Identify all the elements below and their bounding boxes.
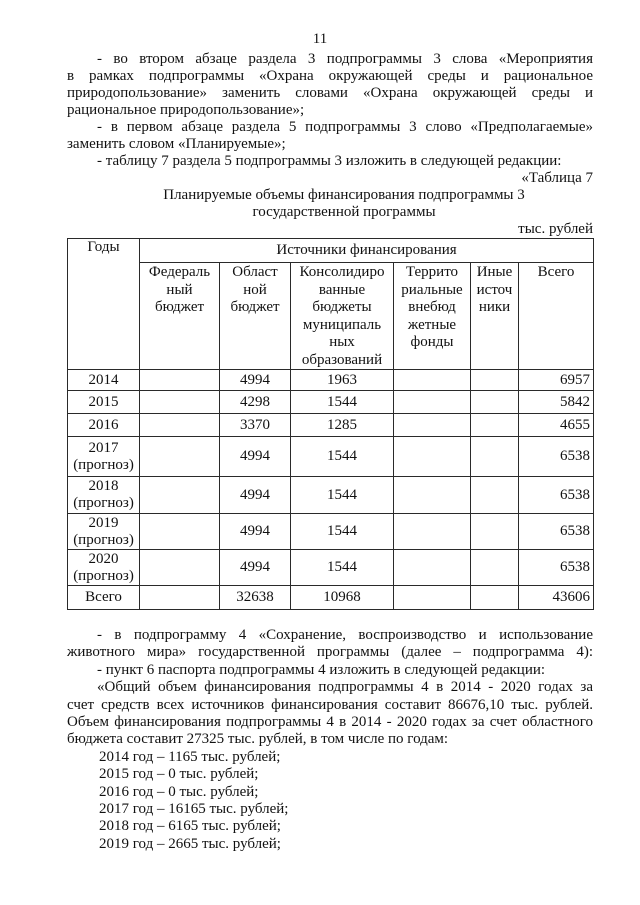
year-label: 2020 [88, 550, 119, 567]
year-cell [68, 514, 140, 550]
paragraph [67, 679, 593, 749]
header-line: муниципаль [302, 316, 382, 333]
header-municipal-budgets [291, 263, 394, 370]
total-label: Всего [85, 589, 122, 605]
table-title-line: Планируемые объемы финансирования подпрограммы 3 [163, 187, 525, 203]
header-line: бюджет [154, 299, 205, 315]
regional-cell: 4994 [220, 437, 291, 477]
header-line: ной [243, 281, 267, 298]
table-row [68, 370, 594, 391]
header-line: бюджеты [312, 299, 372, 315]
territorial-cell [394, 437, 471, 477]
list-item: 2016 год – 0 тыс. рублей; [99, 783, 259, 800]
table-unit: тыс. рублей [518, 221, 593, 237]
territorial-cell [394, 370, 471, 391]
header-territorial-funds [394, 263, 471, 370]
other-cell [471, 477, 519, 514]
text-line: животного мира» государственной программы (далее – подпрограмма 4): [67, 644, 593, 661]
year-cell [68, 437, 140, 477]
year-label: 2014 [88, 371, 119, 388]
header-line: бюджет [230, 299, 280, 315]
header-years: Годы [68, 239, 140, 370]
text-line: бюджета составит 27325 тыс. рублей, в том числе по годам: [67, 731, 449, 748]
text-line: Объем финансирования подпрограммы 4 в 2014 - 2020 годах за счет областного [67, 713, 593, 730]
federal-cell [140, 437, 220, 477]
regional-cell: 4994 [220, 514, 291, 550]
year-cell [68, 370, 140, 391]
header-other-sources [471, 263, 519, 370]
other-cell [471, 437, 519, 477]
header-line: Иные [476, 264, 513, 280]
text-line: - таблицу 7 раздела 5 подпрограммы 3 изложить в следующей редакции: [97, 153, 562, 169]
header-line: фонды [410, 334, 454, 350]
table-header-row [68, 239, 594, 263]
text-line: рациональное природопользование»; [67, 102, 305, 118]
total-cell: 6538 [519, 437, 594, 477]
year-label: 2019 [88, 514, 119, 531]
total-cell: 6957 [519, 370, 594, 391]
table-row [68, 391, 594, 414]
list-item: 2014 год – 1165 тыс. рублей; [99, 748, 281, 765]
federal-cell [140, 391, 220, 414]
header-line: Всего [537, 264, 575, 280]
municipal-cell: 1544 [291, 437, 394, 477]
text-line: счет средств всех источников финансирования составит 86676,10 тыс. рублей. [67, 696, 593, 713]
amendment-text-bottom [67, 627, 593, 853]
header-line: ный [166, 281, 193, 298]
other-cell [471, 586, 519, 610]
financing-table [67, 238, 594, 610]
total-cell: 6538 [519, 477, 594, 514]
federal-cell [140, 514, 220, 550]
text-line: - в первом абзаце раздела 5 подпрограммы 3 слово «Предполагаемые» [97, 119, 593, 135]
municipal-cell: 1285 [291, 414, 394, 437]
paragraph [67, 119, 593, 153]
header-line: Федераль [148, 264, 211, 280]
territorial-cell [394, 391, 471, 414]
other-cell [471, 391, 519, 414]
total-cell: 43606 [519, 586, 594, 610]
forecast-label: (прогноз) [73, 495, 134, 511]
municipal-cell: 1544 [291, 550, 394, 586]
header-regional-budget [220, 263, 291, 370]
other-cell [471, 550, 519, 586]
text-line: - в подпрограмму 4 «Сохранение, воспроизводство и использование [97, 627, 593, 643]
regional-cell: 4994 [220, 370, 291, 391]
year-label: 2015 [88, 393, 119, 410]
municipal-cell: 1963 [291, 370, 394, 391]
list-item: 2019 год – 2665 тыс. рублей; [99, 835, 281, 852]
other-cell [471, 514, 519, 550]
forecast-label: (прогноз) [73, 531, 134, 548]
year-cell [68, 550, 140, 586]
table-title-line: государственной программы [252, 204, 436, 220]
territorial-cell [394, 514, 471, 550]
municipal-cell: 1544 [291, 477, 394, 514]
total-cell: 4655 [519, 414, 594, 437]
table-row [68, 437, 594, 477]
amendment-text-top [67, 51, 593, 238]
text-line: заменить словом «Планируемые»; [67, 136, 286, 152]
header-line: Консолидиро [299, 264, 385, 280]
regional-cell: 4994 [220, 477, 291, 514]
territorial-cell [394, 586, 471, 610]
funding-by-year-list [67, 749, 593, 853]
header-line: жетные [407, 316, 457, 333]
year-cell [68, 477, 140, 514]
text-line: природопользование» заменить словами «Охрана окружающей среды и [67, 85, 593, 101]
other-cell [471, 370, 519, 391]
paragraph [67, 627, 593, 662]
regional-cell: 32638 [220, 586, 291, 610]
paragraph [67, 153, 593, 170]
federal-cell [140, 370, 220, 391]
list-item: 2015 год – 0 тыс. рублей; [99, 766, 259, 783]
header-line: источ [476, 281, 513, 298]
year-label: 2018 [88, 478, 119, 494]
header-line: ных [329, 334, 355, 350]
text-line: в рамках подпрограммы «Охрана окружающей среды и рациональное [67, 68, 593, 84]
text-line: - пункт 6 паспорта подпрограммы 4 изложить в следующей редакции: [97, 661, 546, 678]
header-total [519, 263, 594, 370]
forecast-label: (прогноз) [73, 456, 134, 473]
table-row [68, 477, 594, 514]
text-line: - во втором абзаце раздела 3 подпрограммы 3 слова «Мероприятия [97, 51, 593, 67]
year-label: 2016 [88, 416, 119, 433]
text-line: «Общий объем финансирования подпрограммы 4 в 2014 - 2020 годах за [97, 679, 593, 696]
header-federal-budget [140, 263, 220, 370]
header-line: образований [301, 351, 383, 368]
list-item: 2017 год – 16165 тыс. рублей; [99, 800, 289, 817]
federal-cell [140, 477, 220, 514]
total-cell: 6538 [519, 550, 594, 586]
paragraph [67, 662, 593, 679]
total-cell: 5842 [519, 391, 594, 414]
table-row [68, 514, 594, 550]
year-cell [68, 586, 140, 610]
municipal-cell: 1544 [291, 514, 394, 550]
forecast-label: (прогноз) [73, 567, 134, 584]
header-line: ванные [318, 281, 366, 298]
federal-cell [140, 550, 220, 586]
year-cell [68, 414, 140, 437]
table-row [68, 550, 594, 586]
header-line: Област [232, 264, 278, 280]
total-cell: 6538 [519, 514, 594, 550]
header-line: внебюд [408, 299, 456, 315]
year-label: 2017 [88, 439, 119, 456]
page-number: 11 [312, 31, 328, 47]
header-line: риальные [401, 281, 463, 298]
paragraph [67, 51, 593, 119]
municipal-cell: 1544 [291, 391, 394, 414]
header-line: Террито [405, 264, 459, 280]
federal-cell [140, 414, 220, 437]
table-label: «Таблица 7 [521, 170, 593, 186]
table-row [68, 414, 594, 437]
year-cell [68, 391, 140, 414]
header-line: ники [478, 299, 511, 315]
table-subheader-row [68, 263, 594, 370]
regional-cell: 3370 [220, 414, 291, 437]
territorial-cell [394, 550, 471, 586]
territorial-cell [394, 477, 471, 514]
federal-cell [140, 586, 220, 610]
regional-cell: 4298 [220, 391, 291, 414]
regional-cell: 4994 [220, 550, 291, 586]
municipal-cell: 10968 [291, 586, 394, 610]
territorial-cell [394, 414, 471, 437]
header-sources: Источники финансирования [140, 239, 594, 263]
other-cell [471, 414, 519, 437]
table-total-row [68, 586, 594, 610]
list-item: 2018 год – 6165 тыс. рублей; [99, 818, 281, 835]
